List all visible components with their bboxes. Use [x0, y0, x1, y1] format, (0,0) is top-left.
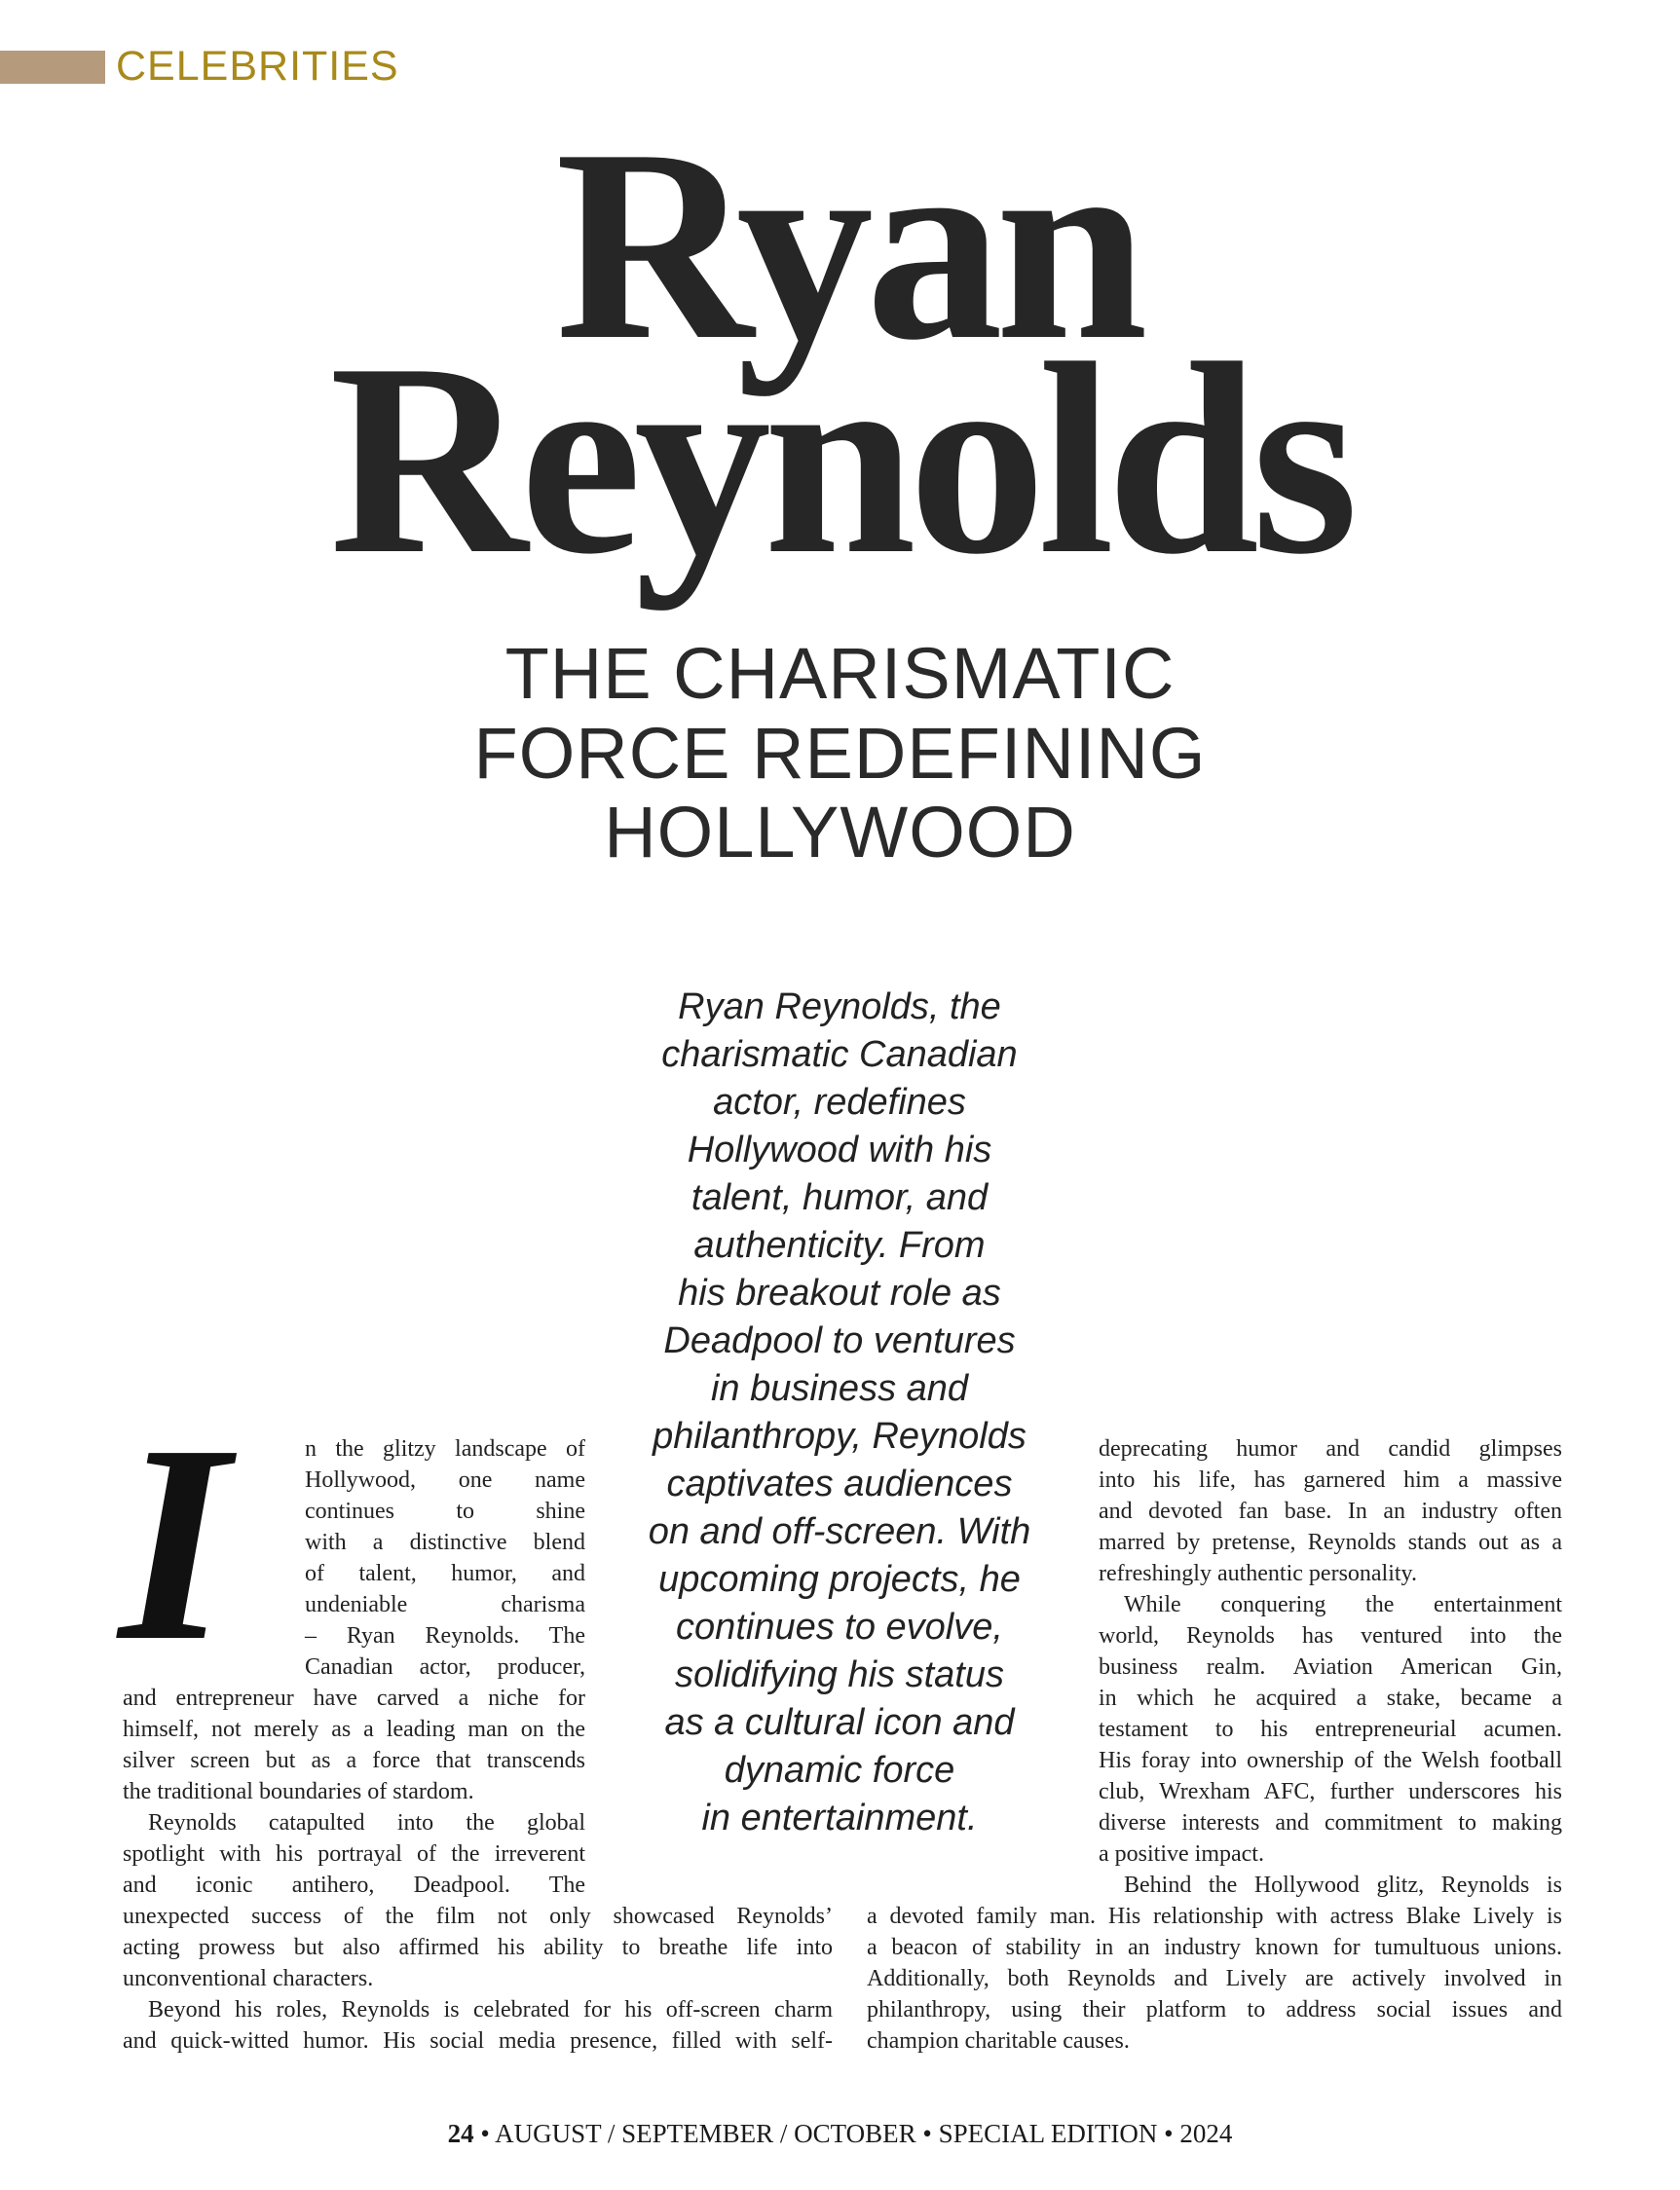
article-text-line: himself, not merely as a leading man on the	[123, 1717, 585, 1742]
article-text-line: silver screen but as a force that transcends	[123, 1748, 585, 1773]
article-text-line: – Ryan Reynolds. The	[305, 1623, 585, 1649]
article-text-line: continues to shine	[305, 1499, 585, 1524]
article-text-line: deprecating humor and candid glimpses	[1099, 1436, 1562, 1462]
article-text-line: marred by pretense, Reynolds stands out as a	[1099, 1530, 1562, 1555]
page-footer	[0, 2121, 1680, 2147]
article-text-line: in which he acquired a stake, became a	[1099, 1686, 1562, 1711]
pull-quote-line: as a cultural icon and	[664, 1702, 1015, 1743]
article-text-line: and devoted fan base. In an industry often	[1099, 1499, 1562, 1524]
article-text-line: Reynolds catapulted into the global	[148, 1810, 585, 1836]
pull-quote-line: charismatic Canadian	[661, 1034, 1018, 1075]
pull-quote-line: Hollywood with his	[687, 1130, 992, 1170]
article-text-line: philanthropy, using their platform to address social issues and	[867, 1997, 1562, 2023]
article-text-line: and entrepreneur have carved a niche for	[123, 1686, 585, 1711]
pull-quote-line: talent, humor, and	[691, 1177, 989, 1218]
pull-quote-line: in entertainment.	[701, 1798, 978, 1838]
pull-quote-line: authenticity. From	[693, 1225, 986, 1266]
pull-quote-line: Ryan Reynolds, the	[678, 986, 1001, 1027]
section-color-bar	[0, 51, 105, 84]
headline-last-name: Reynolds	[329, 307, 1351, 611]
article-text-line: spotlight with his portrayal of the irreverent	[123, 1841, 585, 1867]
pull-quote-line: in business and	[710, 1368, 969, 1409]
article-text-line: business realm. Aviation American Gin,	[1099, 1654, 1562, 1680]
pull-quote-line: actor, redefines	[713, 1082, 966, 1123]
article-text-line: diverse interests and commitment to making	[1099, 1810, 1562, 1836]
subtitle-line: FORCE REDEFINING	[473, 713, 1207, 794]
article-text-line: a beacon of stability in an industry known for tumultuous unions.	[867, 1935, 1562, 1960]
subtitle-line: THE CHARISMATIC	[504, 633, 1176, 714]
article-text-line: and quick-witted humor. His social media presence, filled with self-	[123, 2028, 833, 2054]
article-text-line: testament to his entrepreneurial acumen.	[1099, 1717, 1562, 1742]
pull-quote-line: philanthropy, Reynolds	[653, 1416, 1027, 1457]
pull-quote-line: solidifying his status	[675, 1654, 1004, 1695]
article-text-line: While conquering the entertainment	[1124, 1592, 1562, 1617]
article-text-line: champion charitable causes.	[867, 2028, 1130, 2054]
article-text-line: world, Reynolds has ventured into the	[1099, 1623, 1562, 1649]
section-label: CELEBRITIES	[116, 43, 399, 90]
page-number: 24	[447, 2119, 474, 2148]
article-text-line: a positive impact.	[1099, 1841, 1264, 1867]
article-text-line: into his life, has garnered him a massive	[1099, 1467, 1562, 1493]
drop-cap: I	[119, 1387, 229, 1699]
article-text-line: unexpected success of the film not only showcased Reynolds’	[123, 1904, 833, 1929]
article-text-line: unconventional characters.	[123, 1966, 374, 1991]
article-text-line: club, Wrexham AFC, further underscores his	[1099, 1779, 1562, 1804]
issue-info: • AUGUST / SEPTEMBER / OCTOBER • SPECIAL EDITION • 2024	[473, 2119, 1233, 2148]
pull-quote-line: continues to evolve,	[676, 1607, 1003, 1648]
article-text-line: the traditional boundaries of stardom.	[123, 1779, 474, 1804]
article-text-line: n the glitzy landscape of	[305, 1436, 585, 1462]
article-text-line: Canadian actor, producer,	[305, 1654, 585, 1680]
pull-quote-line: dynamic force	[724, 1750, 955, 1791]
article-text-line: acting prowess but also affirmed his ability to breathe life into	[123, 1935, 833, 1960]
article-text-line: undeniable charisma	[305, 1592, 585, 1617]
article-text-line: His foray into ownership of the Welsh football	[1099, 1748, 1562, 1773]
article-text-line: and iconic antihero, Deadpool. The	[123, 1873, 585, 1898]
article-text-line: Additionally, both Reynolds and Lively are actively involved in	[867, 1966, 1562, 1991]
subtitle-line: HOLLYWOOD	[604, 792, 1076, 872]
article-text-line: a devoted family man. His relationship with actress Blake Lively is	[867, 1904, 1562, 1929]
headline-first-name: Ryan	[555, 93, 1140, 396]
pull-quote-line: captivates audiences	[666, 1464, 1013, 1504]
article-text-line: of talent, humor, and	[305, 1561, 585, 1586]
pull-quote-line: his breakout role as	[678, 1273, 1001, 1314]
pull-quote-line: upcoming projects, he	[658, 1559, 1021, 1600]
article-text-line: with a distinctive blend	[305, 1530, 585, 1555]
article-text-line: refreshingly authentic personality.	[1099, 1561, 1417, 1586]
article-text-line: Hollywood, one name	[305, 1467, 585, 1493]
pull-quote-line: Deadpool to ventures	[663, 1320, 1016, 1361]
pull-quote-line: on and off-screen. With	[648, 1511, 1031, 1552]
article-text-line: Behind the Hollywood glitz, Reynolds is	[1124, 1873, 1562, 1898]
article-text-line: Beyond his roles, Reynolds is celebrated for his off-screen charm	[148, 1997, 833, 2023]
